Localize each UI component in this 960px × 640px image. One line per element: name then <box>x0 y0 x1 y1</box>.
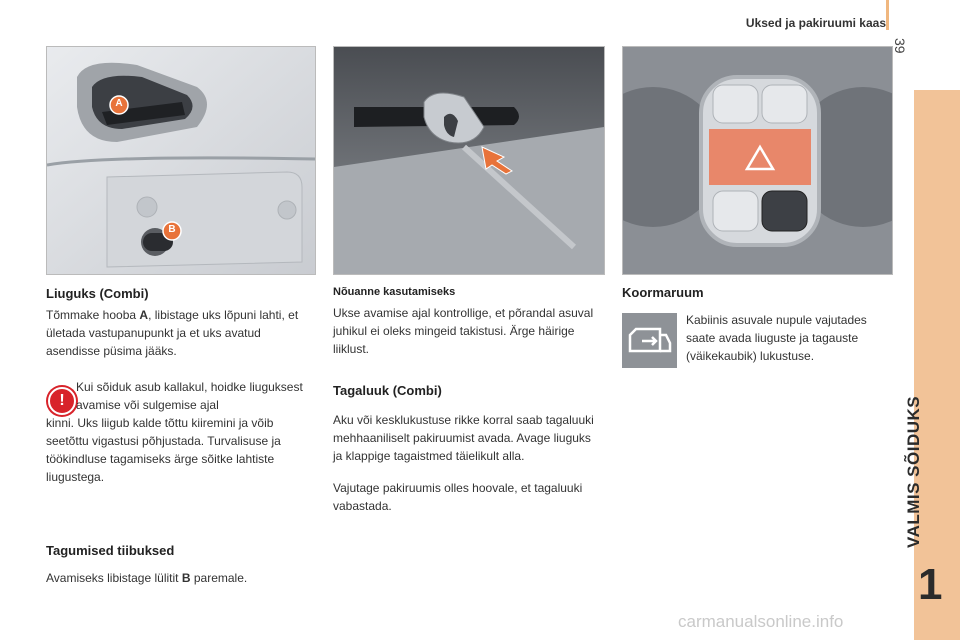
running-header: Uksed ja pakiruumi kaas <box>745 16 886 30</box>
sliding-door-text-pre: Tõmmake hooba <box>46 308 140 322</box>
watermark: carmanualsonline.info <box>678 612 844 631</box>
chapter-number: 1 <box>918 560 943 609</box>
warning-icon: ! <box>48 387 76 415</box>
van-lock-icon <box>622 313 677 368</box>
tailgate-paragraph-2: Vajutage pakiruumis olles hoovale, et tagaluuki vabastada. <box>333 481 583 513</box>
page-number: 39 <box>892 38 908 54</box>
warning-text-start: Kui sõiduk asub kallakul, hoidke liuguksest avamise või sulgemise ajal <box>76 380 303 412</box>
rear-doors-heading: Tagumised tiibuksed <box>46 543 175 558</box>
door-handle-photo <box>46 46 316 275</box>
cargo-paragraph: Kabiinis asuvale nupule vajutades saate avada liuguste ja tagauste (väikekaubik) lukustuse. <box>686 313 867 363</box>
sliding-door-text-post: , libistage uks lõpuni lahti, et ületada vastupanupunkt ja et uks avatud asendisse püsima jääks. <box>46 308 299 358</box>
rear-doors-text-pre: Avamiseks libistage lülitit <box>46 571 182 585</box>
advice-heading: Nõuanne kasutamiseks <box>333 286 456 298</box>
warning-text-rest: kinni. Uks liigub kalde tõttu kiiremini ja võib seetõttu vigastusi põhjustada. Turvalisuse ja töökindluse tagamiseks ärge sõitke lahtiste liugustega. <box>46 416 281 484</box>
sliding-door-heading: Liuguks (Combi) <box>46 286 149 301</box>
advice-paragraph: Ukse avamise ajal kontrollige, et põrandal asuval juhikul ei oleks mingeid takistusi. Ärge häirige liiklust. <box>333 306 594 356</box>
rear-doors-paragraph <box>46 569 308 587</box>
switch-b-ref: B <box>181 571 191 585</box>
cargo-heading: Koormaruum <box>622 285 704 300</box>
door-rail-photo <box>333 46 605 275</box>
header-rule <box>886 0 889 30</box>
tailgate-heading: Tagaluuk (Combi) <box>333 383 442 398</box>
label-a: A <box>115 98 123 109</box>
lever-a-ref: A <box>139 308 149 322</box>
tailgate-paragraph-1: Aku või kesklukustuse rikke korral saab tagaluuki mehhaaniliselt pakiruumist avada. Avage liuguks ja klappige tagaistmed täielikult alla. <box>333 413 594 463</box>
chapter-title: VALMIS SÕIDUKS <box>904 395 923 548</box>
sliding-door-paragraph <box>46 306 308 360</box>
rear-doors-text-post: paremale. <box>190 571 248 585</box>
label-b: B <box>168 224 176 235</box>
dashboard-buttons-photo <box>622 46 893 275</box>
